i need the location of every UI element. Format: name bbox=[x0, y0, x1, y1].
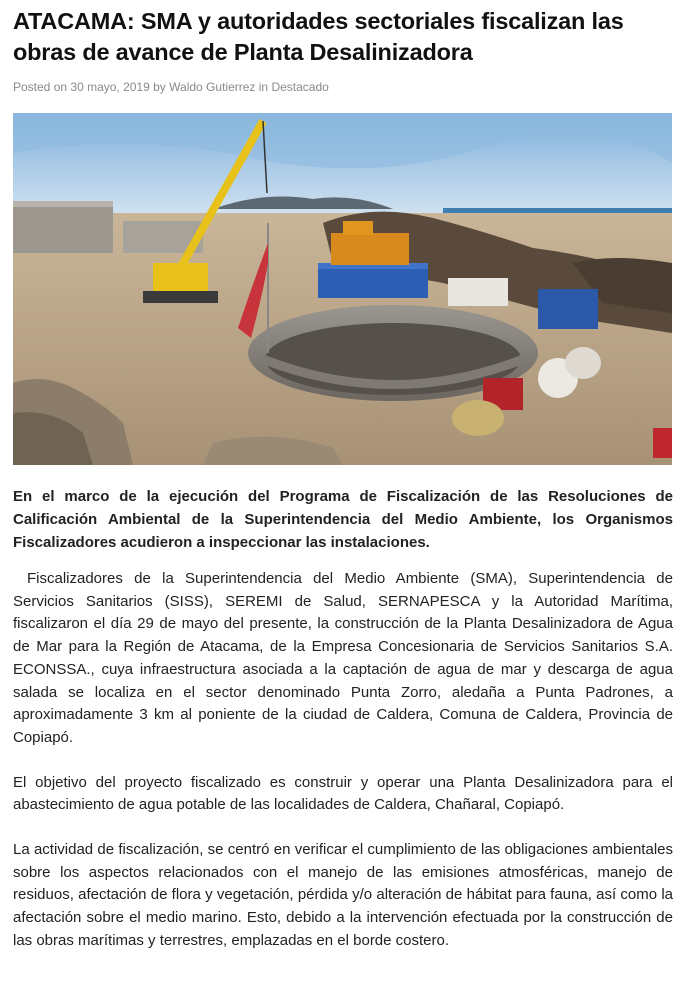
author-link[interactable]: Waldo Gutierrez bbox=[169, 80, 256, 94]
article bbox=[13, 6, 673, 953]
lead-paragraph: En el marco de la ejecución del Programa de Fiscalización de las Resoluciones de Calificación Ambiental de la Superintendencia del Medio Ambiente, los Organismos Fiscalizadores acudieron a inspeccionar las instalaciones. bbox=[13, 488, 673, 551]
posted-on-label: Posted on bbox=[13, 80, 68, 94]
body-paragraph-1: Fiscalizadores de la Superintendencia del Medio Ambiente (SMA), Superintendencia de Servicios Sanitarios (SISS), SEREMI de Salud, SERNAPESCA y la Autoridad Marítima, fiscalizaron el día 29 de mayo del presente, la construcción de la Planta Desalinizadora de Agua de Mar para la Región de Atacama, de la Empresa Concesionaria de Servicios Sanitarios S.A. ECONSSA., cuya infraestructura asociada a la captación de agua de mar y descarga de agua salada se localiza en el sector denominado Punta Zorro, aledaña a Punta Padrones, a aproximadamente 3 km al poniente de la ciudad de Caldera, Comuna de Caldera, Provincia de Copiapó. bbox=[13, 570, 673, 746]
construction-site-photo bbox=[13, 113, 672, 465]
article-title[interactable]: ATACAMA: SMA y autoridades sectoriales fiscalizan las obras de avance de Planta Desalinizadora bbox=[13, 8, 624, 65]
post-date-link[interactable]: 30 mayo, 2019 bbox=[70, 80, 150, 94]
featured-image bbox=[13, 113, 672, 465]
post-meta bbox=[13, 80, 673, 94]
category-link[interactable]: Destacado bbox=[271, 80, 329, 94]
body-paragraph-2: El objetivo del proyecto fiscalizado es construir y operar una Planta Desalinizadora para el abastecimiento de agua potable de las localidades de Caldera, Chañaral, Copiapó. bbox=[13, 773, 673, 814]
in-label: in bbox=[258, 80, 269, 94]
by-label: by bbox=[153, 80, 166, 94]
body-paragraph-3: La actividad de fiscalización, se centró en verificar el cumplimiento de las obligaciones ambientales sobre los aspectos relacionados con el manejo de las emisiones atmosféricas, manejo de residuos, afectación de flora y vegetación, pérdida y/o alteración de hábitat para fauna, así como la afectación sobre el medio marino. Esto, debido a la intervención efectuada por la construcción de las obras marítimas y terrestres, emplazadas en el borde costero. bbox=[13, 841, 673, 949]
